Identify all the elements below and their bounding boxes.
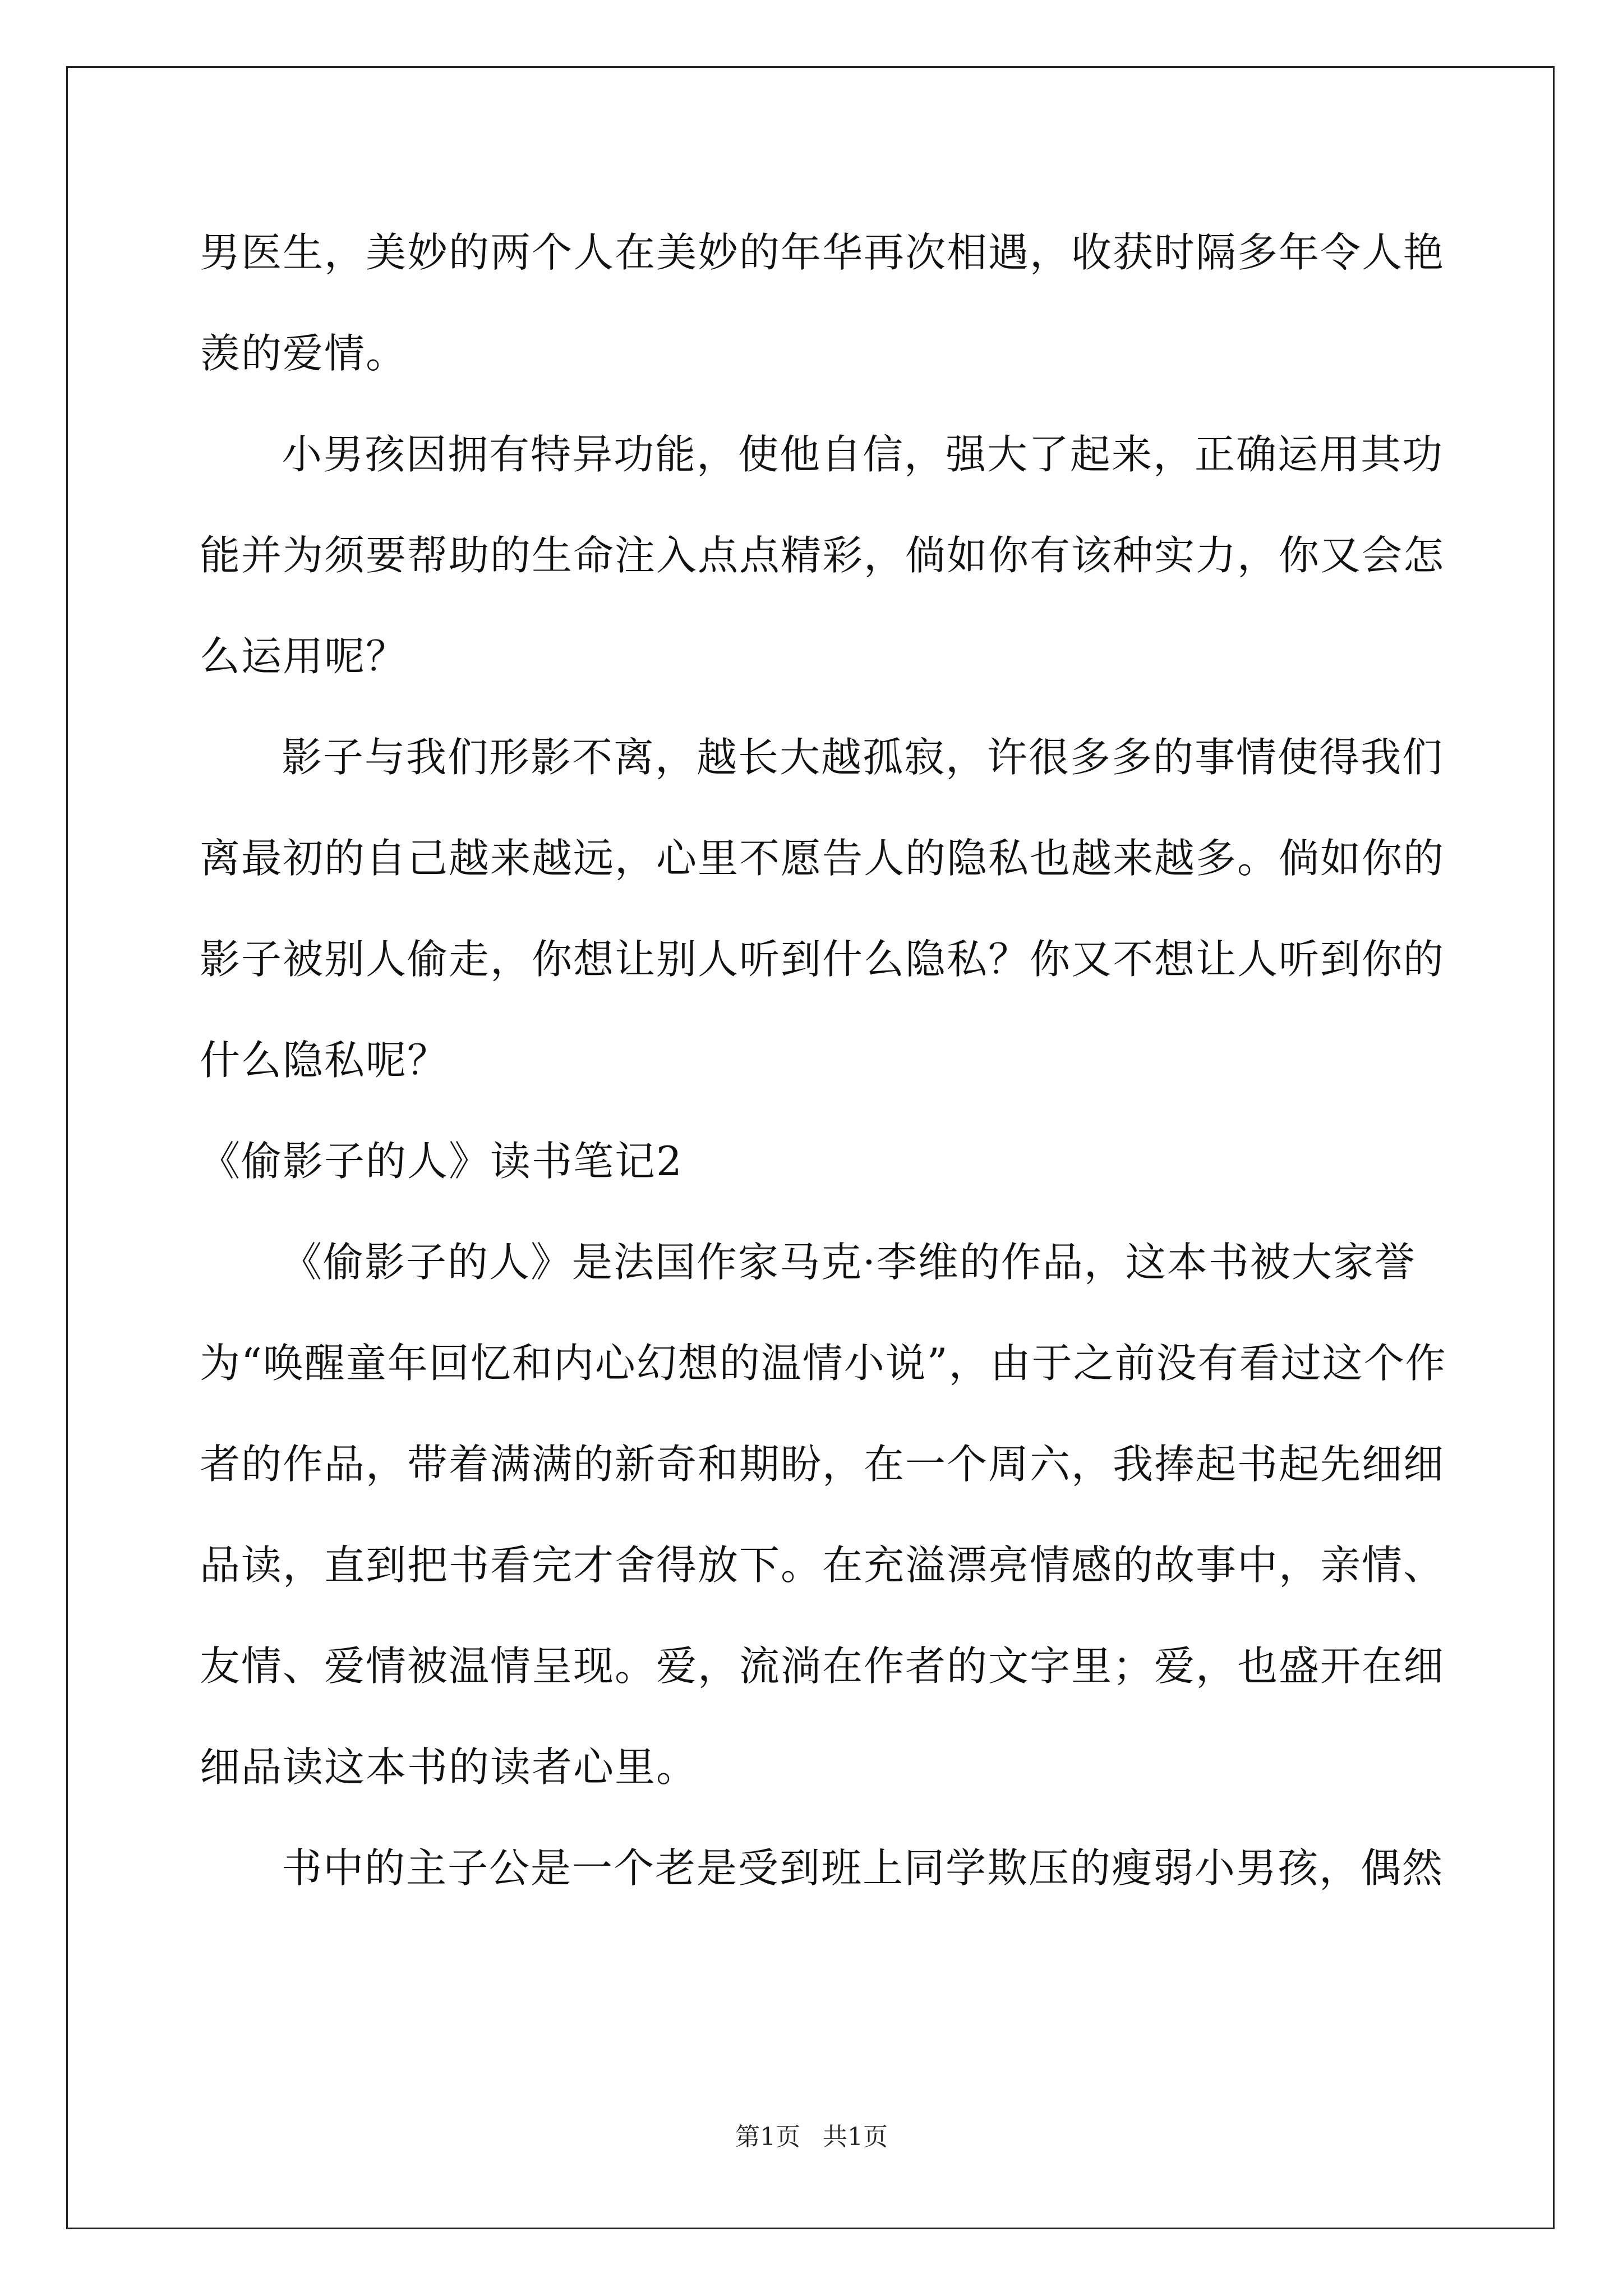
page-number-total: 共1页 (823, 2123, 888, 2151)
text-line-8: 影子被别人偷走，你想让别人听到什么隐私？你又不想让人听到你的 (200, 936, 1445, 983)
text-line-16: 细品读这本书的读者心里。 (200, 1743, 698, 1791)
page-footer (0, 2120, 1623, 2154)
document-body (200, 202, 1447, 1918)
text-line-13: 者的作品，带着满满的新奇和期盼，在一个周六，我捧起书起先细细 (200, 1441, 1445, 1488)
text-line-7: 离最初的自己越来越远，心里不愿告人的隐私也越来越多。倘如你的 (200, 835, 1445, 882)
text-line-5: 么运用呢？ (200, 633, 408, 680)
text-line-14: 品读，直到把书看完才舍得放下。在充溢漂亮情感的故事中，亲情、 (200, 1542, 1445, 1589)
section-heading: 《偷影子的人》读书笔记2 (200, 1138, 683, 1185)
text-line-9: 什么隐私呢？ (200, 1037, 449, 1084)
text-line-3: 小男孩因拥有特异功能，使他自信，强大了起来，正确运用其功 (282, 431, 1444, 478)
text-line-15: 友情、爱情被温情呈现。爱，流淌在作者的文字里；爱，也盛开在细 (200, 1642, 1445, 1690)
text-line-1: 男医生，美妙的两个人在美妙的年华再次相遇，收获时隔多年令人艳 (200, 229, 1445, 276)
text-line-12: 为“唤醒童年回忆和内心幻想的温情小说”，由于之前没有看过这个作 (200, 1340, 1447, 1387)
text-line-6: 影子与我们形影不离，越长大越孤寂，许很多多的事情使得我们 (282, 734, 1444, 781)
page-number-current: 第1页 (735, 2123, 800, 2151)
text-line-2: 羡的爱情。 (200, 330, 408, 377)
text-line-4: 能并为须要帮助的生命注入点点精彩，倘如你有该种实力，你又会怎 (200, 532, 1445, 579)
text-line-17: 书中的主子公是一个老是受到班上同学欺压的瘦弱小男孩，偶然 (282, 1844, 1444, 1892)
text-line-11: 《偷影子的人》是法国作家马克·李维的作品，这本书被大家誉 (282, 1239, 1416, 1286)
